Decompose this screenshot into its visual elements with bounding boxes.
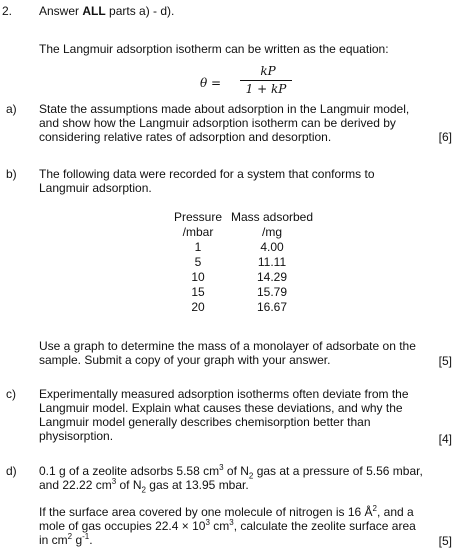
question-number: 2. [2,4,13,18]
part-d-marks: [5] [438,534,452,548]
part-c-line: Langmuir model generally describes chemisorption better than [39,415,371,429]
table-cell: 11.11 [257,255,287,269]
table-cell: 15.79 [256,285,288,299]
part-b-label: b) [6,167,17,181]
part-a-line: State the assumptions made about adsorption in the Langmuir model, [39,102,410,116]
part-d-line: 0.1 g of a zeolite adsorbs 5.58 $cm^3$ of $N_2$ gas at a pressure of 5.56 mbar, [39,463,423,481]
part-c-marks: [4] [438,432,452,446]
heading-suffix: parts a) - d). [105,4,175,18]
part-c-line: physisorption. [39,429,114,443]
part-b-text [39,167,439,195]
part-a-line: and show how the Langmuir adsorption isotherm can be derived by [39,116,396,130]
part-a-label: a) [6,102,17,116]
part-c-line: Langmuir model. Explain what causes these deviations, and why the [39,401,403,415]
table-cell: 4.00 [260,240,284,254]
part-a-line: considering relative rates of adsorption and desorption. [39,130,332,144]
intro-text: The Langmuir adsorption isotherm can be written as the equation: [39,42,389,56]
equation-fraction-bar [240,80,292,81]
part-a-marks: [6] [438,130,452,144]
part-d-line: in $cm^2$ $g^{-1}$. [39,532,93,547]
part-d-text-1 [39,463,439,495]
part-c-line: Experimentally measured adsorption isotherms often deviate from the [39,387,409,401]
part-b-marks: [5] [438,354,452,368]
table-cell: 20 [191,300,205,314]
mass-column [230,210,314,315]
table-header: Mass adsorbed [230,210,314,224]
equation-lhs: θ = [200,76,222,90]
table-header: Pressure [173,210,223,224]
langmuir-equation [200,64,320,98]
table-cell: 10 [191,270,205,284]
question-heading [39,4,174,18]
part-d-line: mole of gas occupies $22.4 \times 10^3$ $cm^3$, calculate the zeolite surface area [39,518,416,533]
table-cell: 14.29 [256,270,288,284]
part-b-task-line: sample. Submit a copy of your graph with your answer. [39,353,331,367]
part-b-task-line: Use a graph to determine the mass of a monolayer of adsorbate on the [39,339,416,353]
part-b-line: The following data were recorded for a system that conforms to [39,167,375,181]
table-cell: 1 [194,240,202,254]
part-d-label: d) [6,464,17,478]
part-b-line: Langmuir adsorption. [39,181,152,195]
part-c-text [39,387,439,443]
part-d-line: and 22.22 $cm^3$ of $N_2$ gas at 13.95 mbar. [39,477,249,495]
part-d-text-2 [39,505,439,547]
equation-denominator: 1 + kP [245,82,287,96]
part-d-line: If the surface area covered by one molecule of nitrogen is 16 $Å^2$, and a [39,504,414,519]
equation-numerator: kP [260,64,276,78]
table-header-unit: /mg [261,225,282,239]
heading-prefix: Answer [39,4,83,18]
table-header-unit: /mbar [182,225,214,239]
part-b-task [39,339,439,367]
table-cell: 16.67 [256,300,288,314]
part-c-label: c) [6,387,16,401]
pressure-column [170,210,226,315]
part-a-text [39,102,439,144]
table-cell: 5 [194,255,202,269]
heading-bold: ALL [82,4,106,18]
table-cell: 15 [191,285,205,299]
